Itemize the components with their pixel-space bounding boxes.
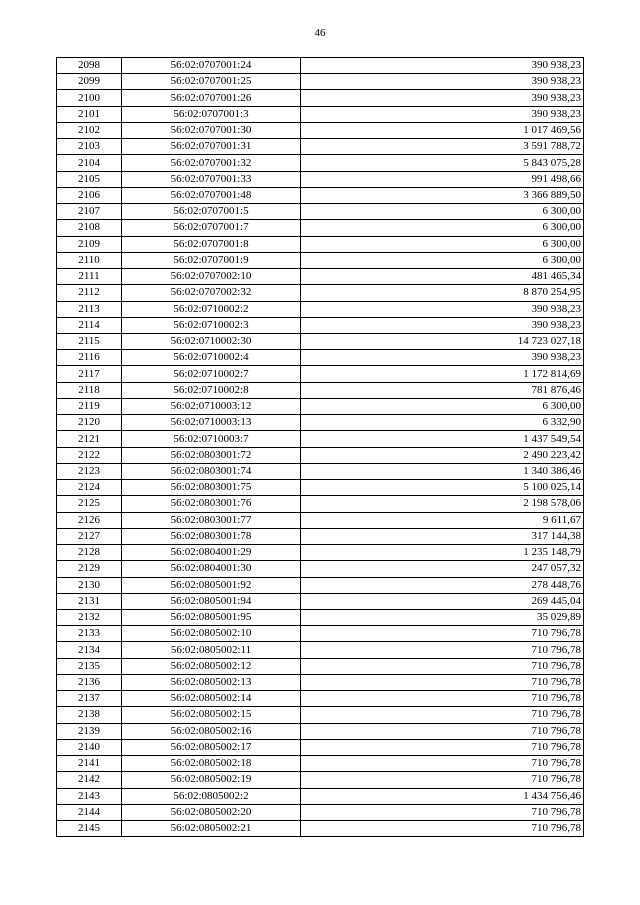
row-number-cell: 2105 — [57, 171, 122, 187]
row-number-cell: 2111 — [57, 269, 122, 285]
table-row — [57, 317, 584, 333]
row-number-cell: 2114 — [57, 317, 122, 333]
table-row — [57, 220, 584, 236]
row-number-cell: 2136 — [57, 674, 122, 690]
row-number-cell: 2119 — [57, 398, 122, 414]
table-row — [57, 739, 584, 755]
cadastral-number-cell: 56:02:0805002:20 — [122, 804, 301, 820]
cadastral-value-cell: 6 300,00 — [301, 236, 584, 252]
cadastral-number-cell: 56:02:0804001:29 — [122, 545, 301, 561]
cadastral-number-cell: 56:02:0707001:5 — [122, 204, 301, 220]
cadastral-value-cell: 710 796,78 — [301, 804, 584, 820]
cadastral-value-cell: 1 437 549,54 — [301, 431, 584, 447]
cadastral-value-cell: 278 448,76 — [301, 577, 584, 593]
row-number-cell: 2144 — [57, 804, 122, 820]
cadastral-value-cell: 710 796,78 — [301, 821, 584, 837]
row-number-cell: 2125 — [57, 496, 122, 512]
cadastral-value-cell: 6 300,00 — [301, 398, 584, 414]
cadastral-value-cell: 781 876,46 — [301, 382, 584, 398]
cadastral-value-cell: 2 490 223,42 — [301, 447, 584, 463]
page-number: 46 — [314, 27, 326, 39]
table-row — [57, 512, 584, 528]
cadastral-value-cell: 710 796,78 — [301, 739, 584, 755]
table-row — [57, 90, 584, 106]
table-row — [57, 561, 584, 577]
cadastral-number-cell: 56:02:0707001:33 — [122, 171, 301, 187]
row-number-cell: 2107 — [57, 204, 122, 220]
cadastral-value-cell: 710 796,78 — [301, 772, 584, 788]
row-number-cell: 2116 — [57, 350, 122, 366]
table-row — [57, 252, 584, 268]
table-row — [57, 204, 584, 220]
row-number-cell: 2145 — [57, 821, 122, 837]
row-number-cell: 2128 — [57, 545, 122, 561]
table-row — [57, 122, 584, 138]
table-row — [57, 398, 584, 414]
row-number-cell: 2142 — [57, 772, 122, 788]
cadastral-value-cell: 390 938,23 — [301, 301, 584, 317]
row-number-cell: 2139 — [57, 723, 122, 739]
table-row — [57, 106, 584, 122]
cadastral-number-cell: 56:02:0805002:2 — [122, 788, 301, 804]
cadastral-value-cell: 1 434 756,46 — [301, 788, 584, 804]
cadastral-value-cell: 710 796,78 — [301, 642, 584, 658]
cadastral-number-cell: 56:02:0803001:77 — [122, 512, 301, 528]
cadastral-number-cell: 56:02:0805002:12 — [122, 658, 301, 674]
row-number-cell: 2102 — [57, 122, 122, 138]
cadastral-value-cell: 1 235 148,79 — [301, 545, 584, 561]
cadastral-number-cell: 56:02:0805002:15 — [122, 707, 301, 723]
cadastral-value-cell: 390 938,23 — [301, 74, 584, 90]
row-number-cell: 2112 — [57, 285, 122, 301]
row-number-cell: 2100 — [57, 90, 122, 106]
cadastral-value-cell: 247 057,32 — [301, 561, 584, 577]
cadastral-number-cell: 56:02:0707001:8 — [122, 236, 301, 252]
row-number-cell: 2121 — [57, 431, 122, 447]
cadastral-value-cell: 269 445,04 — [301, 593, 584, 609]
table-row — [57, 642, 584, 658]
table-row — [57, 545, 584, 561]
cadastral-value-cell: 317 144,38 — [301, 528, 584, 544]
row-number-cell: 2133 — [57, 626, 122, 642]
table-row — [57, 139, 584, 155]
table-row — [57, 804, 584, 820]
cadastral-number-cell: 56:02:0803001:76 — [122, 496, 301, 512]
table-row — [57, 58, 584, 74]
cadastral-number-cell: 56:02:0707001:9 — [122, 252, 301, 268]
cadastral-value-cell: 1 017 469,56 — [301, 122, 584, 138]
row-number-cell: 2138 — [57, 707, 122, 723]
cadastral-number-cell: 56:02:0710002:3 — [122, 317, 301, 333]
table-row — [57, 187, 584, 203]
table-row — [57, 707, 584, 723]
table-row — [57, 674, 584, 690]
table-row — [57, 821, 584, 837]
cadastral-value-cell: 5 100 025,14 — [301, 480, 584, 496]
cadastral-value-cell: 390 938,23 — [301, 90, 584, 106]
row-number-cell: 2122 — [57, 447, 122, 463]
table-row — [57, 480, 584, 496]
cadastral-number-cell: 56:02:0805002:11 — [122, 642, 301, 658]
cadastral-number-cell: 56:02:0707002:32 — [122, 285, 301, 301]
row-number-cell: 2137 — [57, 691, 122, 707]
cadastral-number-cell: 56:02:0710003:12 — [122, 398, 301, 414]
table-row — [57, 593, 584, 609]
cadastral-number-cell: 56:02:0707001:7 — [122, 220, 301, 236]
row-number-cell: 2127 — [57, 528, 122, 544]
table-row — [57, 772, 584, 788]
cadastral-number-cell: 56:02:0803001:75 — [122, 480, 301, 496]
cadastral-value-cell: 710 796,78 — [301, 707, 584, 723]
table-row — [57, 366, 584, 382]
cadastral-value-cell: 390 938,23 — [301, 317, 584, 333]
cadastral-value-cell: 35 029,89 — [301, 609, 584, 625]
cadastral-number-cell: 56:02:0805001:92 — [122, 577, 301, 593]
cadastral-value-cell: 3 591 788,72 — [301, 139, 584, 155]
cadastral-number-cell: 56:02:0805002:18 — [122, 756, 301, 772]
table-row — [57, 269, 584, 285]
cadastral-number-cell: 56:02:0710002:8 — [122, 382, 301, 398]
table-row — [57, 447, 584, 463]
cadastral-value-cell: 1 340 386,46 — [301, 463, 584, 479]
row-number-cell: 2120 — [57, 415, 122, 431]
row-number-cell: 2126 — [57, 512, 122, 528]
cadastral-value-cell: 6 300,00 — [301, 252, 584, 268]
cadastral-value-cell: 6 300,00 — [301, 220, 584, 236]
cadastral-value-cell: 14 723 027,18 — [301, 333, 584, 349]
table-row — [57, 155, 584, 171]
cadastral-number-cell: 56:02:0805002:10 — [122, 626, 301, 642]
cadastral-value-cell: 481 465,34 — [301, 269, 584, 285]
cadastral-value-cell: 710 796,78 — [301, 626, 584, 642]
table-row — [57, 756, 584, 772]
cadastral-value-cell: 6 332,90 — [301, 415, 584, 431]
cadastral-value-cell: 8 870 254,95 — [301, 285, 584, 301]
cadastral-number-cell: 56:02:0805001:95 — [122, 609, 301, 625]
table-row — [57, 171, 584, 187]
row-number-cell: 2134 — [57, 642, 122, 658]
cadastral-value-cell: 710 796,78 — [301, 691, 584, 707]
table-row — [57, 577, 584, 593]
row-number-cell: 2101 — [57, 106, 122, 122]
table-row — [57, 496, 584, 512]
cadastral-number-cell: 56:02:0803001:74 — [122, 463, 301, 479]
table-row — [57, 658, 584, 674]
cadastral-number-cell: 56:02:0707002:10 — [122, 269, 301, 285]
cadastral-value-cell: 5 843 075,28 — [301, 155, 584, 171]
row-number-cell: 2115 — [57, 333, 122, 349]
cadastral-value-cell: 710 796,78 — [301, 756, 584, 772]
cadastral-number-cell: 56:02:0710003:13 — [122, 415, 301, 431]
cadastral-number-cell: 56:02:0803001:72 — [122, 447, 301, 463]
cadastral-number-cell: 56:02:0707001:48 — [122, 187, 301, 203]
row-number-cell: 2106 — [57, 187, 122, 203]
row-number-cell: 2124 — [57, 480, 122, 496]
row-number-cell: 2132 — [57, 609, 122, 625]
row-number-cell: 2104 — [57, 155, 122, 171]
row-number-cell: 2113 — [57, 301, 122, 317]
cadastral-value-cell: 390 938,23 — [301, 106, 584, 122]
table-body — [57, 58, 584, 837]
cadastral-number-cell: 56:02:0710002:7 — [122, 366, 301, 382]
row-number-cell: 2118 — [57, 382, 122, 398]
row-number-cell: 2099 — [57, 74, 122, 90]
table-row — [57, 609, 584, 625]
table-row — [57, 463, 584, 479]
cadastral-number-cell: 56:02:0805002:21 — [122, 821, 301, 837]
row-number-cell: 2135 — [57, 658, 122, 674]
table-row — [57, 691, 584, 707]
table-row — [57, 74, 584, 90]
cadastral-number-cell: 56:02:0710002:4 — [122, 350, 301, 366]
row-number-cell: 2123 — [57, 463, 122, 479]
table-row — [57, 382, 584, 398]
row-number-cell: 2129 — [57, 561, 122, 577]
cadastral-value-cell: 390 938,23 — [301, 58, 584, 74]
cadastral-value-cell: 991 498,66 — [301, 171, 584, 187]
cadastral-number-cell: 56:02:0707001:24 — [122, 58, 301, 74]
row-number-cell: 2130 — [57, 577, 122, 593]
cadastral-number-cell: 56:02:0710002:2 — [122, 301, 301, 317]
cadastral-value-cell: 710 796,78 — [301, 658, 584, 674]
table-row — [57, 236, 584, 252]
row-number-cell: 2143 — [57, 788, 122, 804]
table-row — [57, 723, 584, 739]
row-number-cell: 2109 — [57, 236, 122, 252]
cadastral-value-cell: 390 938,23 — [301, 350, 584, 366]
cadastral-number-cell: 56:02:0707001:32 — [122, 155, 301, 171]
cadastral-number-cell: 56:02:0805002:16 — [122, 723, 301, 739]
table-row — [57, 415, 584, 431]
row-number-cell: 2103 — [57, 139, 122, 155]
cadastral-number-cell: 56:02:0710002:30 — [122, 333, 301, 349]
table-row — [57, 285, 584, 301]
cadastral-value-cell: 710 796,78 — [301, 674, 584, 690]
row-number-cell: 2110 — [57, 252, 122, 268]
cadastral-number-cell: 56:02:0707001:31 — [122, 139, 301, 155]
cadastral-value-cell: 710 796,78 — [301, 723, 584, 739]
row-number-cell: 2108 — [57, 220, 122, 236]
cadastral-value-cell: 1 172 814,69 — [301, 366, 584, 382]
cadastral-number-cell: 56:02:0707001:3 — [122, 106, 301, 122]
table-row — [57, 301, 584, 317]
cadastral-number-cell: 56:02:0707001:30 — [122, 122, 301, 138]
cadastral-number-cell: 56:02:0710003:7 — [122, 431, 301, 447]
cadastral-number-cell: 56:02:0805001:94 — [122, 593, 301, 609]
cadastral-number-cell: 56:02:0804001:30 — [122, 561, 301, 577]
cadastral-number-cell: 56:02:0803001:78 — [122, 528, 301, 544]
cadastral-number-cell: 56:02:0707001:25 — [122, 74, 301, 90]
cadastral-number-cell: 56:02:0805002:19 — [122, 772, 301, 788]
row-number-cell: 2140 — [57, 739, 122, 755]
cadastral-value-cell: 3 366 889,50 — [301, 187, 584, 203]
row-number-cell: 2117 — [57, 366, 122, 382]
cadastral-number-cell: 56:02:0805002:17 — [122, 739, 301, 755]
cadastral-value-cell: 2 198 578,06 — [301, 496, 584, 512]
table-row — [57, 626, 584, 642]
row-number-cell: 2131 — [57, 593, 122, 609]
cadastral-number-cell: 56:02:0805002:14 — [122, 691, 301, 707]
row-number-cell: 2098 — [57, 58, 122, 74]
cadastral-value-cell: 9 611,67 — [301, 512, 584, 528]
cadastral-value-cell: 6 300,00 — [301, 204, 584, 220]
row-number-cell: 2141 — [57, 756, 122, 772]
table-row — [57, 788, 584, 804]
table-row — [57, 350, 584, 366]
table-row — [57, 431, 584, 447]
table-row — [57, 528, 584, 544]
cadastral-number-cell: 56:02:0707001:26 — [122, 90, 301, 106]
table-row — [57, 333, 584, 349]
cadastral-number-cell: 56:02:0805002:13 — [122, 674, 301, 690]
cadastral-value-table — [56, 57, 584, 837]
